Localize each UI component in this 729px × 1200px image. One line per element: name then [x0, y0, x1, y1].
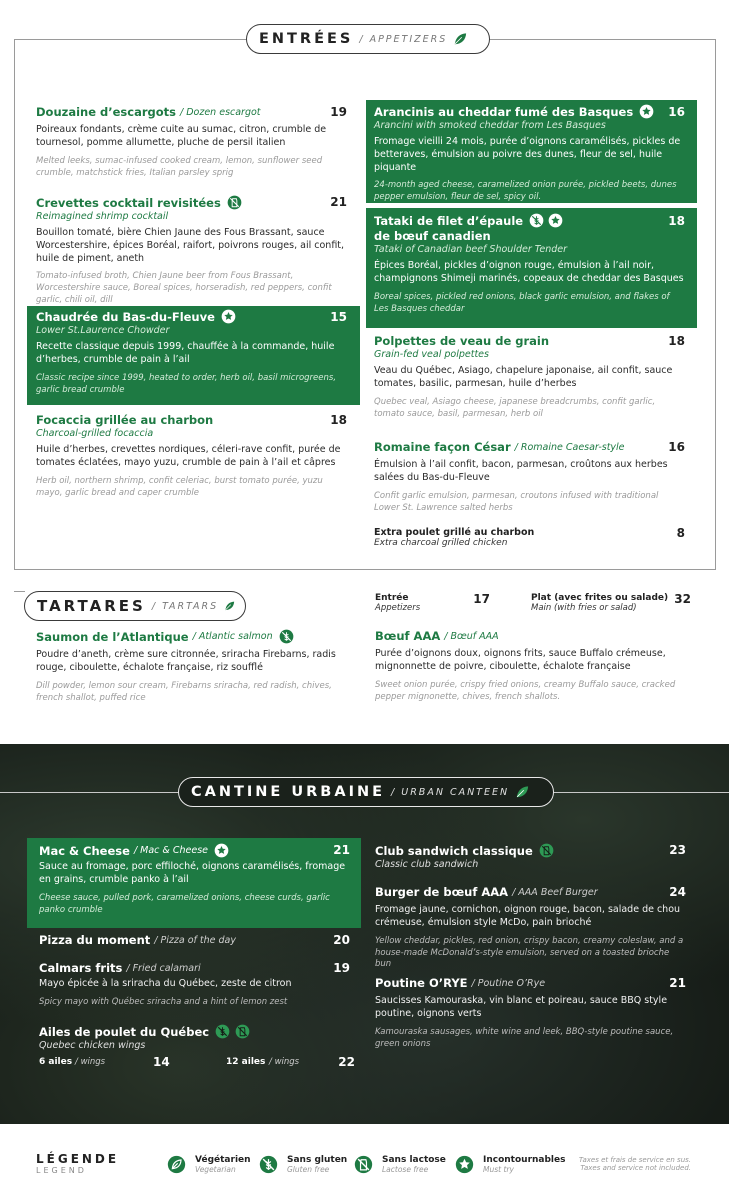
item-description-en: Sweet onion purée, crispy fried onions, creamy Buffalo sauce, cracked pepper mignonette, chives, french shallots. [375, 679, 676, 702]
item-name: Tataki de filet d’épaule [374, 213, 524, 228]
menu-item-focaccia [36, 413, 347, 499]
size-label: Entrée [375, 593, 409, 603]
size-price: 17 [473, 592, 490, 606]
lactose-free-icon [539, 843, 554, 858]
menu-item-boeuf-aaa [375, 629, 690, 703]
item-description-en: Boreal spices, pickled red onions, black garlic emulsion, and flakes of Les Basques cheddar [374, 291, 670, 314]
wings-option-6-price: 14 [153, 1055, 170, 1069]
entrees-title: ENTRÉES [259, 31, 354, 47]
item-description-en: Classic recipe since 1999, heated to order, herb oil, basil microgreens, garlic bread crumble [36, 372, 337, 395]
item-alt-name: / Pizza of the day [154, 934, 236, 946]
item-description-fr: Épices Boréal, pickles d’oignon rouge, émulsion à l’ail noir, champignons Shimeji marinés, copeaux de cheddar des Basques [374, 260, 684, 284]
gluten-free-icon [279, 629, 294, 644]
size-label: Plat (avec frites ou salade) [531, 593, 669, 603]
legend-must-try [455, 1155, 565, 1174]
item-name: Chaudrée du Bas-du-Fleuve [36, 309, 215, 324]
item-description-fr: Poudre d’aneth, crème sure citronnée, sriracha Firebarns, radis rouge, ciboulette, échalote française, riz soufflé [36, 649, 336, 673]
menu-item-arancinis [366, 100, 697, 203]
leaf-icon [224, 599, 235, 613]
item-description-fr: Saucisses Kamouraska, vin blanc et poireau, sauce BBQ style poutine, oignons verts [375, 995, 668, 1019]
leaf-icon [453, 32, 467, 46]
menu-item-crevettes [36, 195, 347, 307]
menu-item-tataki [366, 208, 697, 328]
cantine-title: CANTINE URBAINE [191, 784, 386, 800]
legend-vegetarian [167, 1155, 251, 1174]
menu-item-poutine [375, 976, 686, 1050]
item-name: Arancinis au cheddar fumé des Basques [374, 104, 634, 119]
menu-item-ailes-poulet [39, 1024, 355, 1071]
item-subtitle: Reimagined shrimp cocktail [36, 211, 169, 222]
menu-item-romaine [374, 440, 685, 514]
item-alt-name: / Bœuf AAA [444, 630, 499, 642]
item-alt-name: / Dozen escargot [180, 106, 261, 118]
item-description-fr: Huile d’herbes, crevettes nordiques, céleri-rave confit, purée de tomates éclatées, mayo yuzu, crumble de pain à l’ail et câpres [36, 444, 341, 468]
item-name: Romaine façon César [374, 440, 511, 454]
item-subtitle: Tataki of Canadian beef Shoulder Tender [374, 244, 568, 255]
menu-item-chaudree [27, 306, 360, 405]
lactose-free-icon [227, 195, 242, 210]
item-alt-name: / Poutine O’Rye [471, 977, 546, 989]
star-icon [221, 309, 236, 324]
menu-item-polpettes [374, 334, 685, 420]
legend-sublabel: Lactose free [382, 1165, 429, 1174]
item-description-fr: Mayo épicée à la sriracha du Québec, zeste de citron [39, 978, 292, 989]
tartare-size-plat [531, 593, 691, 613]
item-name: Focaccia grillée au charbon [36, 413, 214, 427]
menu-item-club-sandwich [375, 843, 686, 870]
item-description-fr: Poireaux fondants, crème cuite au sumac, citron, crumble de tournesol, pomme allumette, pluche de persil italien [36, 124, 327, 148]
item-description-fr: Recette classique depuis 1999, chauffée à la commande, huile d’herbes, crumble de pain à l’ail [36, 341, 335, 365]
menu-item-extra-poulet [374, 527, 685, 548]
item-subtitle: Extra charcoal grilled chicken [374, 538, 508, 548]
vegetarian-icon [167, 1155, 186, 1174]
lactose-free-icon [235, 1024, 250, 1039]
item-price: 19 [330, 105, 347, 119]
cantine-subtitle: / URBAN CANTEEN [391, 786, 510, 798]
item-name: Club sandwich classique [375, 843, 533, 858]
item-subtitle: Classic club sandwich [375, 859, 479, 870]
tartares-rule [14, 591, 25, 592]
item-price: 16 [668, 440, 685, 454]
legend-sublabel: Vegetarian [195, 1165, 236, 1174]
item-alt-name: / Atlantic salmon [192, 631, 273, 642]
star-icon [455, 1155, 474, 1174]
item-price: 21 [333, 843, 350, 857]
menu-item-escargots [36, 105, 347, 179]
item-description-fr: Purée d’oignons doux, oignons frits, sauce Buffalo crémeuse, mignonnette de poivre, ciboulette, échalote française [375, 648, 666, 672]
item-description-en: Yellow cheddar, pickles, red onion, crispy bacon, creamy coleslaw, and a house-made McDonald’s-style emulsion, served on a toasted brioche bun [375, 935, 684, 970]
star-icon [548, 213, 563, 228]
item-name: Crevettes cocktail revisitées [36, 195, 221, 210]
item-description-fr: Bouillon tomaté, bière Chien Jaune des Fous Brassant, sauce Worcestershire, épices Boréal, raifort, poivrons rouges, ail confit, huile de piment, aneth [36, 227, 345, 264]
item-subtitle: Arancini with smoked cheddar from Les Basques [374, 120, 606, 131]
item-alt-name: / Romaine Caesar-style [514, 441, 625, 453]
item-description-en: Confit garlic emulsion, parmesan, croutons infused with traditional Lower St. Lawrence salted herbs [374, 490, 659, 513]
item-description-en: Kamouraska sausages, white wine and leek, BBQ-style poutine sauce, green onions [375, 1026, 674, 1049]
item-subtitle: Lower St.Laurence Chowder [36, 325, 170, 336]
item-name: Ailes de poulet du Québec [39, 1024, 210, 1039]
legend-gluten-free [259, 1155, 347, 1174]
gluten-free-icon [215, 1024, 230, 1039]
menu-item-saumon [36, 629, 347, 704]
wings-option-6-unit: / wings [75, 1057, 106, 1067]
item-description-en: Melted leeks, sumac-infused cooked cream, lemon, sunflower seed crumble, matchstick fries, Italian parsley sprig [36, 155, 323, 178]
entrees-subtitle: / APPETIZERS [359, 33, 448, 45]
item-description-en: Cheese sauce, pulled pork, caramelized onions, cheese curds, garlic panko crumble [39, 892, 330, 915]
item-alt-name: / Fried calamari [126, 962, 201, 974]
item-description-fr: Fromage vieilli 24 mois, purée d’oignons caramélisés, pickles de betteraves, émulsion au poivre des dunes, fleur de sel, huile piquante [374, 136, 681, 173]
gluten-free-icon [529, 213, 544, 228]
size-price: 32 [674, 592, 691, 606]
tax-note-fr: Taxes et frais de service en sus. [578, 1156, 691, 1164]
wings-option-12-unit: / wings [269, 1057, 300, 1067]
tartare-size-entree [375, 593, 490, 613]
item-price: 18 [330, 413, 347, 427]
legend-label: Sans lactose [382, 1155, 446, 1165]
item-name: Polpettes de veau de grain [374, 334, 550, 348]
legend-subtitle: LEGEND [36, 1166, 87, 1175]
legend-label: Incontournables [483, 1155, 566, 1165]
legend-title: LÉGENDE [36, 1152, 120, 1166]
item-price: 21 [669, 976, 686, 990]
item-description-fr: Veau du Québec, Asiago, chapelure japonaise, ail confit, sauce tomates, basilic, parmesan, huile d’herbes [374, 365, 673, 389]
item-name: Pizza du moment [39, 933, 151, 947]
item-name: Douzaine d’escargots [36, 105, 176, 119]
legend-sublabel: Must try [483, 1165, 514, 1174]
item-subtitle: Charcoal-grilled focaccia [36, 428, 154, 439]
item-price: 23 [669, 843, 686, 857]
star-icon [639, 104, 654, 119]
item-price: 16 [668, 105, 685, 119]
cantine-header [178, 777, 554, 807]
tartares-title: TARTARES [37, 597, 146, 615]
item-description-en: Spicy mayo with Québec sriracha and a hint of lemon zest [39, 996, 288, 1007]
item-price: 15 [330, 310, 347, 324]
item-description-fr: Émulsion à l’ail confit, bacon, parmesan, croûtons aux herbes salées du Bas-du-Fleuve [374, 459, 668, 483]
menu-item-burger [375, 885, 686, 971]
item-name: Burger de bœuf AAA [375, 885, 509, 899]
item-price: 18 [668, 334, 685, 348]
item-price: 18 [668, 214, 685, 228]
item-description-fr: Sauce au fromage, porc effiloché, oignons caramélisés, fromage en grains, crumble panko à l’ail [39, 861, 346, 885]
wings-option-12-price: 22 [338, 1055, 355, 1069]
item-name: Poutine O’RYE [375, 976, 468, 990]
menu-item-pizza [39, 933, 350, 947]
item-alt-name: / AAA Beef Burger [512, 886, 598, 898]
leaf-icon [515, 785, 529, 799]
legend-label: Sans gluten [287, 1155, 348, 1165]
item-description-en: 24-month aged cheese, caramelized onion purée, pickled beets, dunes pepper emulsion, fleur de sel, spicy oil. [374, 180, 677, 203]
tax-note-en: Taxes and service not included. [580, 1164, 691, 1172]
item-description-en: Dill powder, lemon sour cream, Firebarns sriracha, red radish, chives, french shallot, puffed rice [36, 680, 332, 703]
item-subtitle: Quebec chicken wings [39, 1040, 146, 1051]
lactose-free-icon [354, 1155, 373, 1174]
wings-option-12-label: 12 ailes [226, 1057, 266, 1067]
gluten-free-icon [259, 1155, 278, 1174]
item-name-line2: de bœuf canadien [374, 229, 491, 243]
item-name: Bœuf AAA [375, 629, 441, 643]
item-price: 21 [330, 195, 347, 209]
legend-sublabel: Gluten free [287, 1165, 330, 1174]
menu-item-mac-cheese [27, 838, 361, 928]
item-description-en: Tomato-infused broth, Chien Jaune beer from Fous Brassant, Worcestershire sauce, Boreal spices, horseradish, red peppers, confit garlic, chili oil, dill [36, 271, 332, 306]
item-description-fr: Fromage jaune, cornichon, oignon rouge, bacon, salade de chou crémeuse, émulsion style McDo, pain brioché [375, 904, 681, 928]
size-sublabel: Main (with fries or salad) [531, 603, 637, 613]
item-price: 24 [669, 885, 686, 899]
legend-tax-note [579, 1156, 691, 1172]
size-sublabel: Appetizers [375, 603, 421, 613]
legend-title-block [36, 1152, 119, 1175]
item-price: 20 [333, 933, 350, 947]
item-subtitle: Grain-fed veal polpettes [374, 349, 489, 360]
item-description-en: Quebec veal, Asiago cheese, japanese breadcrumbs, confit garlic, tomato sauce, basil, parmesan, herb oil [374, 396, 656, 419]
legend-lactose-free [354, 1155, 446, 1174]
item-alt-name: / Mac & Cheese [133, 845, 208, 856]
item-price: 8 [676, 526, 685, 540]
menu-item-calmars [39, 961, 350, 1009]
item-name: Extra poulet grillé au charbon [374, 527, 535, 538]
item-description-en: Herb oil, northern shrimp, confit celeriac, burst tomato purée, yuzu mayo, garlic bread and caper crumble [36, 475, 323, 498]
entrees-header [246, 24, 490, 54]
item-price: 19 [333, 961, 350, 975]
tartares-header [24, 591, 246, 621]
item-name: Saumon de l’Atlantique [36, 629, 189, 644]
item-name: Calmars frits [39, 961, 123, 975]
legend-label: Végétarien [195, 1155, 251, 1165]
item-name: Mac & Cheese [39, 843, 130, 858]
star-icon [214, 843, 229, 858]
wings-option-6-label: 6 ailes [39, 1057, 73, 1067]
tartares-subtitle: / TARTARS [151, 600, 219, 612]
